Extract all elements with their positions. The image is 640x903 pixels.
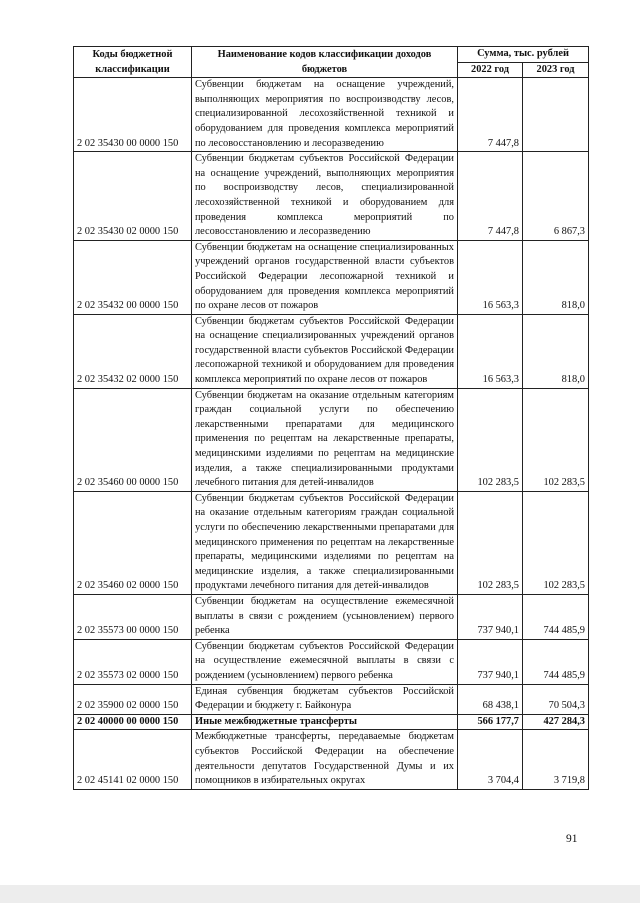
amount-2023: 102 283,5 <box>523 388 589 491</box>
table-row <box>74 314 589 388</box>
table-row <box>74 714 589 730</box>
amount-2022: 737 940,1 <box>458 639 523 684</box>
amount-2023: 744 485,9 <box>523 594 589 639</box>
scan-border <box>0 885 640 903</box>
amount-2023: 818,0 <box>523 314 589 388</box>
classification-code: 2 02 35573 00 0000 150 <box>74 594 192 639</box>
header-year-2022: 2022 год <box>458 62 523 78</box>
classification-name: Межбюджетные трансферты, передаваемые бюджетам субъектов Российской Федерации на обеспечение деятельности депутатов Государственной Думы и их помощников в избирательных округах <box>192 730 458 789</box>
classification-code: 2 02 40000 00 0000 150 <box>74 714 192 730</box>
classification-name: Иные межбюджетные трансферты <box>192 714 458 730</box>
amount-2023: 70 504,3 <box>523 684 589 714</box>
classification-code: 2 02 35430 02 0000 150 <box>74 152 192 241</box>
classification-name: Субвенции бюджетам субъектов Российской Федерации на оснащение специализированных учреждений органов государственной власти субъектов Российской Федерации лесопожарной техникой и оборудованием для проведения комплекса мероприятий по охране лесов от пожаров <box>192 314 458 388</box>
amount-2022: 737 940,1 <box>458 594 523 639</box>
page-number: 91 <box>566 833 578 845</box>
table-row <box>74 639 589 684</box>
classification-code: 2 02 45141 02 0000 150 <box>74 730 192 789</box>
amount-2022: 102 283,5 <box>458 491 523 594</box>
classification-name: Субвенции бюджетам субъектов Российской Федерации на оказание отдельным категориям граждан социальной услуги по обеспечению лекарственными препаратами для медицинского применения по рецептам на лекарственные препараты, медицинскими изделиями по рецептам на медицинские изделия, а также специализированными продуктами лечебного питания для детей-инвалидов <box>192 491 458 594</box>
amount-2023: 6 867,3 <box>523 152 589 241</box>
amount-2022: 16 563,3 <box>458 314 523 388</box>
classification-code: 2 02 35430 00 0000 150 <box>74 78 192 152</box>
header-year-2023: 2023 год <box>523 62 589 78</box>
amount-2022: 68 438,1 <box>458 684 523 714</box>
amount-2022: 7 447,8 <box>458 152 523 241</box>
amount-2023: 818,0 <box>523 240 589 314</box>
classification-name: Единая субвенция бюджетам субъектов Российской Федерации и бюджету г. Байконура <box>192 684 458 714</box>
classification-name: Субвенции бюджетам на оснащение учреждений, выполняющих мероприятия по воспроизводству лесов, специализированной лесохозяйственной техникой и оборудованием для проведения комплекса мероприятий по лесовосстановлению и лесоразведению <box>192 78 458 152</box>
table-body <box>74 78 589 790</box>
classification-code: 2 02 35432 00 0000 150 <box>74 240 192 314</box>
amount-2023: 102 283,5 <box>523 491 589 594</box>
classification-name: Субвенции бюджетам на оказание отдельным категориям граждан социальной услуги по обеспечению лекарственными препаратами для медицинского применения по рецептам на лекарственные препараты, медицинскими изделиями по рецептам на медицинские изделия, а также специализированными продуктами лечебного питания для детей-инвалидов <box>192 388 458 491</box>
classification-name: Субвенции бюджетам на осуществление ежемесячной выплаты в связи с рождением (усыновлением) первого ребенка <box>192 594 458 639</box>
classification-name: Субвенции бюджетам субъектов Российской Федерации на осуществление ежемесячной выплаты в связи с рождением (усыновлением) первого ребенка <box>192 639 458 684</box>
amount-2022: 3 704,4 <box>458 730 523 789</box>
amount-2022: 566 177,7 <box>458 714 523 730</box>
amount-2023: 3 719,8 <box>523 730 589 789</box>
amount-2023 <box>523 78 589 152</box>
classification-code: 2 02 35460 02 0000 150 <box>74 491 192 594</box>
table-row <box>74 491 589 594</box>
table-row <box>74 730 589 789</box>
amount-2022: 102 283,5 <box>458 388 523 491</box>
amount-2023: 744 485,9 <box>523 639 589 684</box>
classification-code: 2 02 35432 02 0000 150 <box>74 314 192 388</box>
amount-2022: 7 447,8 <box>458 78 523 152</box>
table-row <box>74 152 589 241</box>
classification-name: Субвенции бюджетам субъектов Российской Федерации на оснащение учреждений, выполняющих мероприятия по воспроизводству лесов, специализированной лесохозяйственной техникой и оборудованием для проведения комплекса мероприятий по лесовосстановлению и лесоразведению <box>192 152 458 241</box>
amount-2023: 427 284,3 <box>523 714 589 730</box>
table-row <box>74 684 589 714</box>
amount-2022: 16 563,3 <box>458 240 523 314</box>
table-row <box>74 78 589 152</box>
classification-name: Субвенции бюджетам на оснащение специализированных учреждений органов государственной власти субъектов Российской Федерации лесопожарной техникой и оборудованием для проведения комплекса мероприятий по охране лесов от пожаров <box>192 240 458 314</box>
header-codes: Коды бюджетной классификации <box>74 47 192 78</box>
header-name: Наименование кодов классификации доходов бюджетов <box>192 47 458 78</box>
classification-code: 2 02 35573 02 0000 150 <box>74 639 192 684</box>
classification-code: 2 02 35460 00 0000 150 <box>74 388 192 491</box>
table-row <box>74 388 589 491</box>
header-sum: Сумма, тыс. рублей <box>458 47 589 63</box>
budget-classification-table <box>73 46 589 790</box>
table-row <box>74 240 589 314</box>
table-row <box>74 594 589 639</box>
classification-code: 2 02 35900 02 0000 150 <box>74 684 192 714</box>
